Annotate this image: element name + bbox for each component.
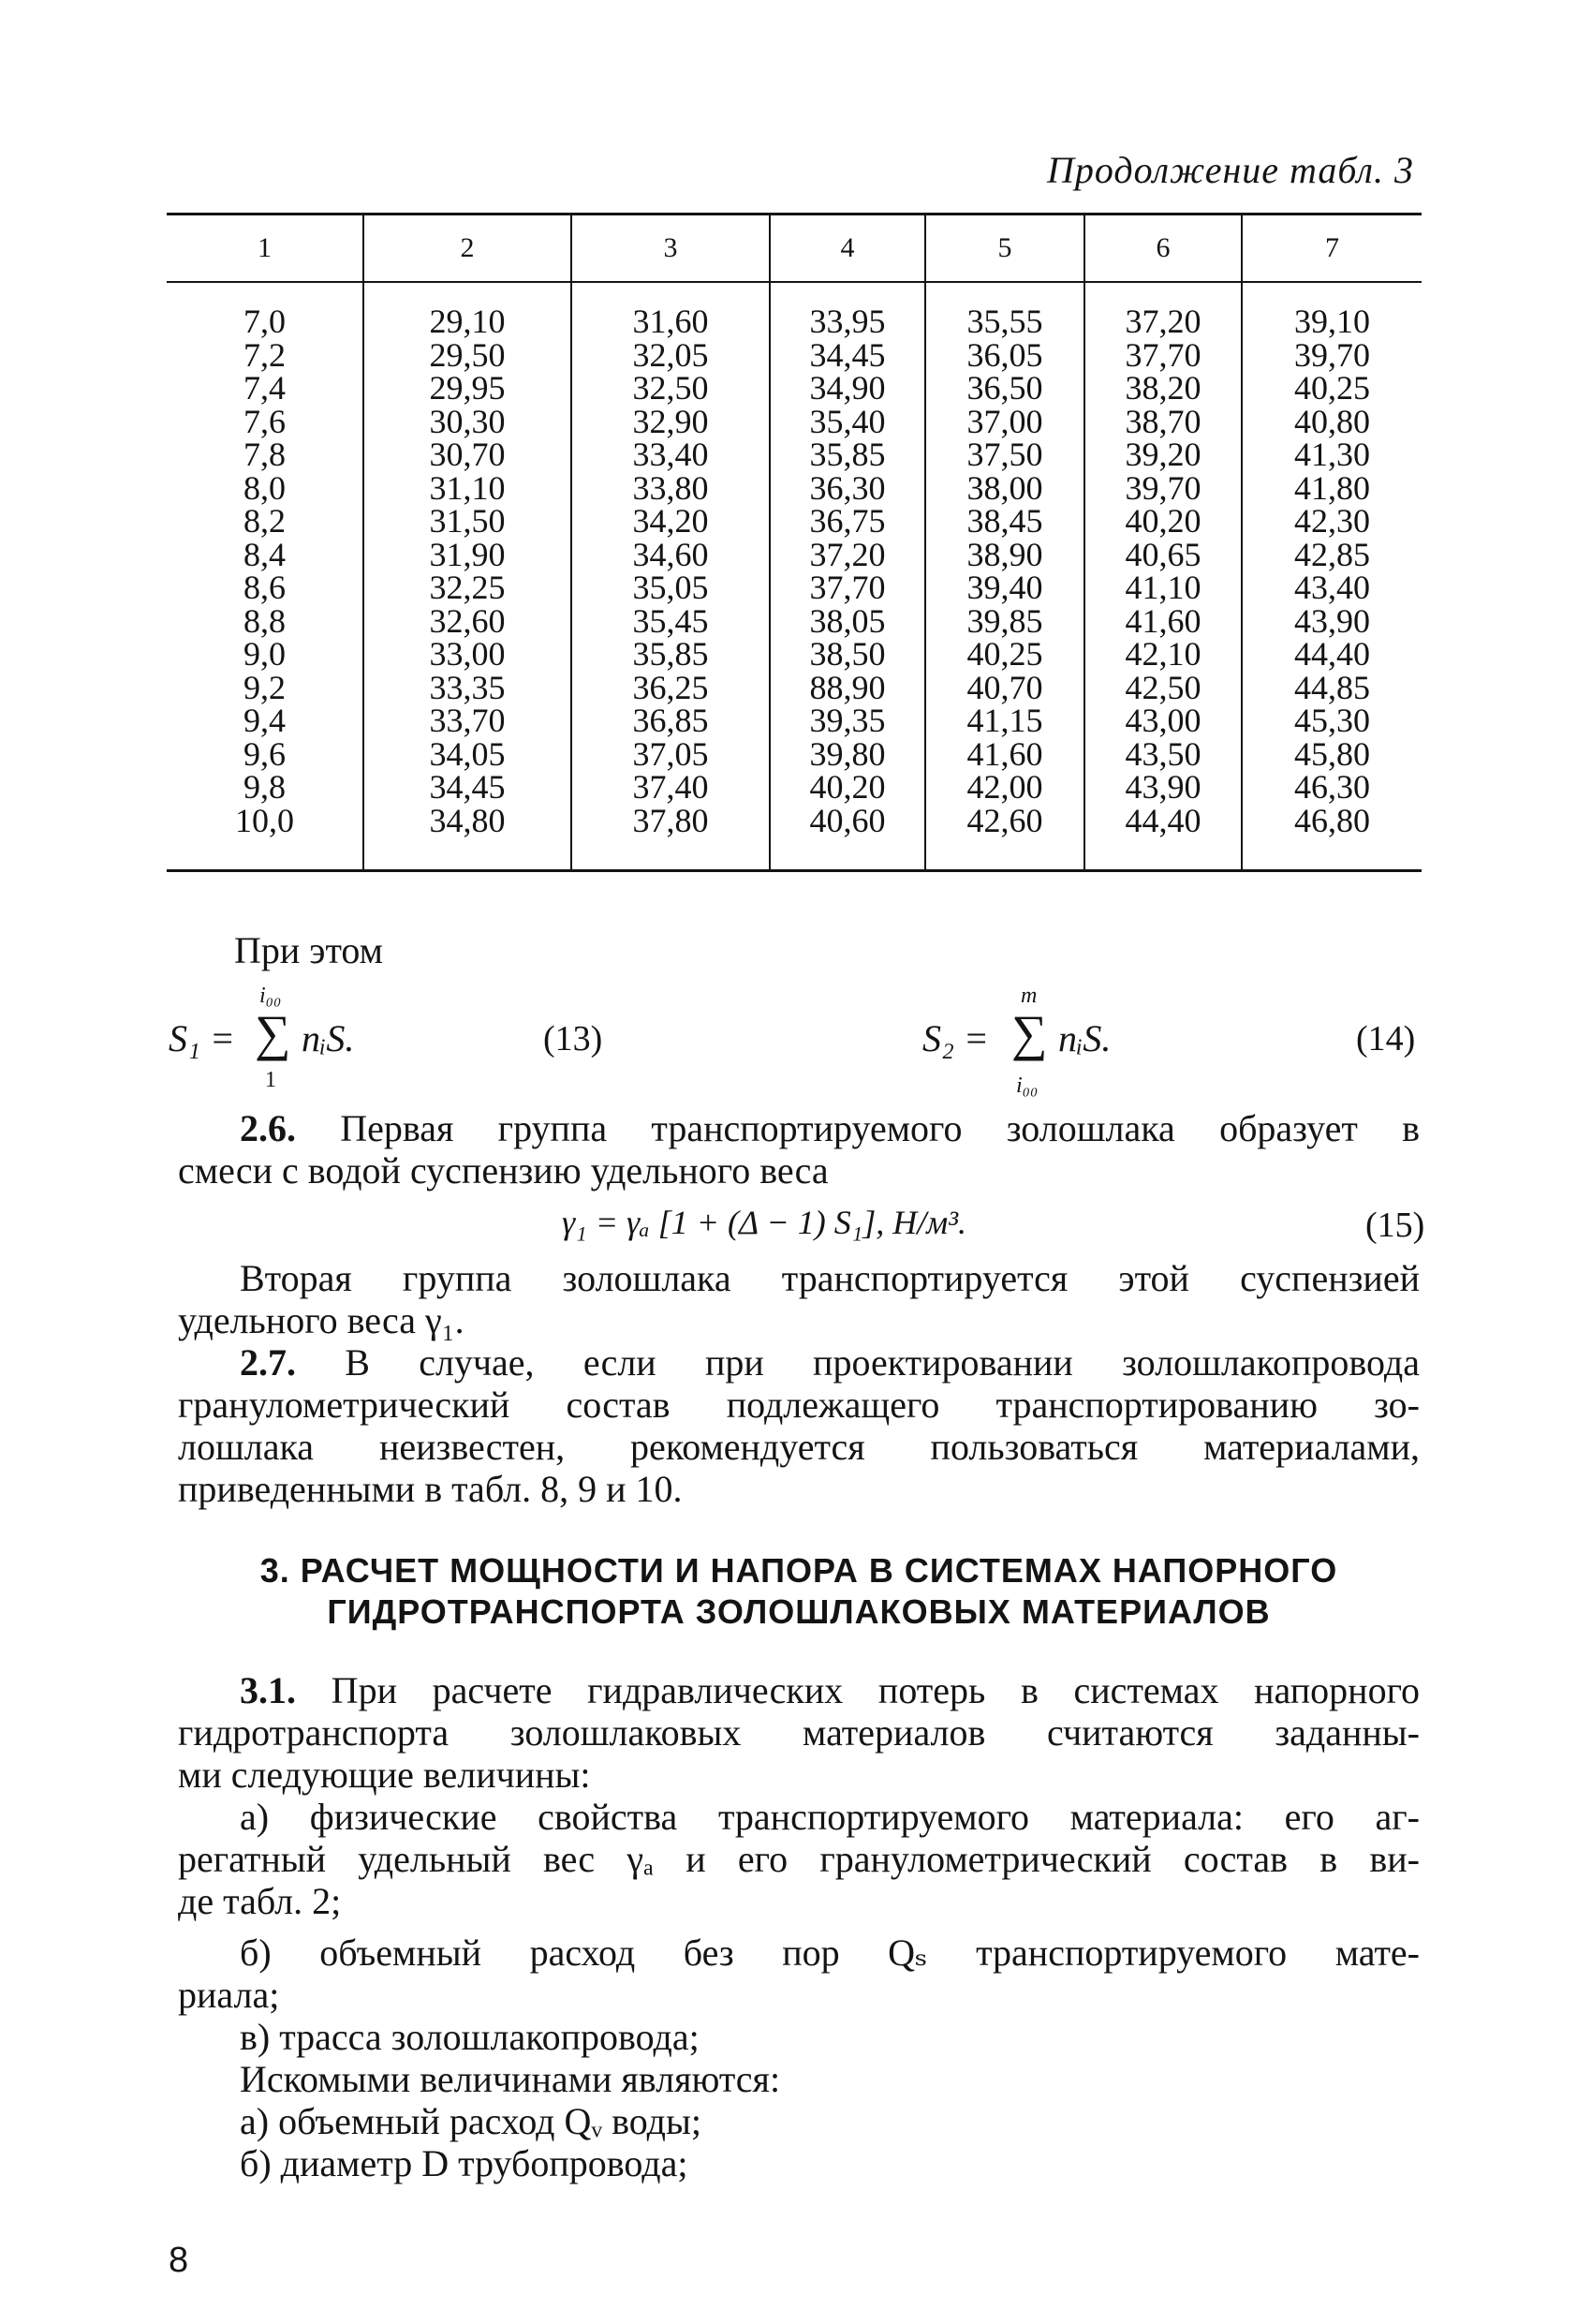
table-cell: 9,0 bbox=[243, 635, 286, 673]
sought-a: а) объемный расход Qᵥ воды; bbox=[240, 2100, 701, 2142]
table-column-6 bbox=[1084, 282, 1242, 871]
intro-text: При этом bbox=[234, 929, 383, 971]
formula-15-number: (15) bbox=[1365, 1206, 1425, 1245]
table-cell: 42,30 bbox=[1294, 502, 1370, 540]
column-header-3: 3 bbox=[571, 215, 770, 283]
table-cell: 39,70 bbox=[1294, 335, 1370, 374]
table-cell: 7,6 bbox=[243, 402, 286, 440]
table-cell: 44,85 bbox=[1294, 668, 1370, 706]
table-cell: 37,00 bbox=[966, 402, 1043, 440]
table-column-4 bbox=[770, 282, 925, 871]
table-cell: 34,20 bbox=[632, 502, 709, 540]
table-cell: 44,40 bbox=[1294, 635, 1370, 673]
table-cell: 41,60 bbox=[1125, 601, 1201, 640]
table-cell: 43,50 bbox=[1125, 734, 1201, 773]
table-cell: 40,70 bbox=[966, 668, 1043, 706]
table-cell: 41,80 bbox=[1294, 468, 1370, 507]
table-cell: 32,60 bbox=[429, 601, 506, 640]
page-number: 8 bbox=[169, 2241, 189, 2280]
item-a-line2: регатный удельный вес γₐ и его гранулометрический состав в ви- bbox=[178, 1838, 1420, 1880]
table-cell: 9,8 bbox=[243, 768, 286, 806]
table-cell: 32,50 bbox=[632, 369, 709, 407]
table-cell: 9,2 bbox=[243, 668, 286, 706]
column-header-6: 6 bbox=[1084, 215, 1242, 283]
formula-14-sum: ∑ bbox=[1011, 1005, 1048, 1061]
table-cell: 34,90 bbox=[809, 369, 886, 407]
column-header-7: 7 bbox=[1242, 215, 1422, 283]
formula-14-rhs: nᵢS. bbox=[1058, 1017, 1112, 1059]
item-b-line2: риала; bbox=[178, 1974, 280, 2016]
table-cell: 46,80 bbox=[1294, 801, 1370, 839]
formula-14-number: (14) bbox=[1356, 1019, 1416, 1058]
table-cell: 7,4 bbox=[243, 369, 286, 407]
table-cell: 36,05 bbox=[966, 335, 1043, 374]
formula-13-lhs: S₁ = bbox=[169, 1017, 235, 1059]
table-cell: 40,25 bbox=[1294, 369, 1370, 407]
item-a-line1: а) физические свойства транспортируемого материала: его аг- bbox=[240, 1796, 1420, 1838]
table-cell: 7,8 bbox=[243, 436, 286, 473]
table-cell: 40,65 bbox=[1125, 535, 1201, 573]
para-num: 2.6. bbox=[240, 1107, 296, 1149]
table-cell: 38,45 bbox=[966, 502, 1043, 540]
table-cell: 8,2 bbox=[243, 502, 286, 540]
table-cell: 35,85 bbox=[809, 436, 886, 473]
table-cell: 43,90 bbox=[1125, 768, 1201, 806]
paragraph-3-1-line3: ми следующие величины: bbox=[178, 1754, 591, 1796]
column-header-4: 4 bbox=[770, 215, 925, 283]
table-cell: 32,25 bbox=[429, 569, 506, 606]
table-cell: 36,75 bbox=[809, 502, 886, 540]
para-num: 2.7. bbox=[240, 1341, 296, 1384]
table-cell: 31,10 bbox=[429, 468, 506, 507]
para-text: При расчете гидравлических потерь в системах напорного bbox=[296, 1669, 1420, 1711]
table-cell: 9,6 bbox=[243, 734, 286, 773]
table-cell: 32,90 bbox=[632, 402, 709, 440]
table-cell: 8,8 bbox=[243, 601, 286, 640]
formula-13-upper: i₀₀ bbox=[259, 984, 282, 1008]
table-cell: 41,15 bbox=[966, 702, 1043, 739]
table-column-7 bbox=[1242, 282, 1422, 871]
paragraph-2-7 bbox=[178, 1341, 1420, 1384]
item-a-line3: де табл. 2; bbox=[178, 1880, 342, 1922]
table-cell: 36,30 bbox=[809, 468, 886, 507]
table-cell: 37,05 bbox=[632, 734, 709, 773]
table-cell: 38,50 bbox=[809, 635, 886, 673]
table-cell: 42,50 bbox=[1125, 668, 1201, 706]
table-cell: 39,85 bbox=[966, 601, 1043, 640]
table-cell: 41,60 bbox=[966, 734, 1043, 773]
table-cell: 30,30 bbox=[429, 402, 506, 440]
table-cell: 36,25 bbox=[632, 668, 709, 706]
table-cell: 43,40 bbox=[1294, 569, 1370, 606]
table-header-row bbox=[167, 215, 1422, 283]
paragraph-3-1 bbox=[178, 1669, 1420, 1711]
table-cell: 33,95 bbox=[809, 303, 886, 340]
table-cell: 33,80 bbox=[632, 468, 709, 507]
table-cell: 45,80 bbox=[1294, 734, 1370, 773]
column-header-5: 5 bbox=[925, 215, 1084, 283]
table-cell: 36,50 bbox=[966, 369, 1043, 407]
table-cell: 10,0 bbox=[235, 801, 294, 839]
table-cell: 45,30 bbox=[1294, 702, 1370, 739]
table-cell: 42,00 bbox=[966, 768, 1043, 806]
table-cell: 42,60 bbox=[966, 801, 1043, 839]
table-cell: 8,4 bbox=[243, 535, 286, 573]
para-text: Первая группа транспортируемого золошлака образует в bbox=[296, 1107, 1420, 1149]
para-num: 3.1. bbox=[240, 1669, 296, 1711]
table-cell: 7,2 bbox=[243, 335, 286, 374]
table-cell: 39,70 bbox=[1125, 468, 1201, 507]
table-cell: 34,45 bbox=[429, 768, 506, 806]
formula-14-upper: m bbox=[1021, 984, 1038, 1008]
table-cell: 34,45 bbox=[809, 335, 886, 374]
table-cell: 31,60 bbox=[632, 303, 709, 340]
table-cell: 41,30 bbox=[1294, 436, 1370, 473]
table-cell: 40,25 bbox=[966, 635, 1043, 673]
section-heading bbox=[178, 1550, 1420, 1633]
table-cell: 39,80 bbox=[809, 734, 886, 773]
paragraph-2-6 bbox=[178, 1107, 1420, 1149]
table-cell: 35,45 bbox=[632, 601, 709, 640]
table-cell: 37,70 bbox=[1125, 335, 1201, 374]
table-cell: 7,0 bbox=[243, 303, 286, 340]
section-heading-line2: ГИДРОТРАНСПОРТА ЗОЛОШЛАКОВЫХ МАТЕРИАЛОВ bbox=[327, 1592, 1271, 1631]
table-cell: 31,50 bbox=[429, 502, 506, 540]
table-cell: 41,10 bbox=[1125, 569, 1201, 606]
table-cell: 34,80 bbox=[429, 801, 506, 839]
column-header-1: 1 bbox=[167, 215, 363, 283]
paragraph-second-group: Вторая группа золошлака транспортируется этой суспензией bbox=[240, 1257, 1420, 1299]
table-cell: 29,10 bbox=[429, 303, 506, 340]
table-cell: 39,40 bbox=[966, 569, 1043, 606]
table-cell: 37,70 bbox=[809, 569, 886, 606]
table-cell: 40,20 bbox=[1125, 502, 1201, 540]
table-cell: 38,20 bbox=[1125, 369, 1201, 407]
table-body bbox=[167, 282, 1422, 871]
table-cell: 8,0 bbox=[243, 468, 286, 507]
table-cell: 35,40 bbox=[809, 402, 886, 440]
table-cell: 33,70 bbox=[429, 702, 506, 739]
para-text: В случае, если при проектировании золошлакопровода bbox=[296, 1341, 1420, 1384]
formula-13-lower: 1 bbox=[265, 1068, 276, 1092]
formula-13-number: (13) bbox=[543, 1019, 603, 1058]
table-cell: 39,35 bbox=[809, 702, 886, 739]
data-table bbox=[167, 213, 1422, 872]
table-column-3 bbox=[571, 282, 770, 871]
table-cell: 38,90 bbox=[966, 535, 1043, 573]
table-cell: 37,20 bbox=[809, 535, 886, 573]
item-b-line1: б) объемный расход без пор Qₛ транспортируемого мате- bbox=[240, 1932, 1420, 1974]
table-cell: 38,00 bbox=[966, 468, 1043, 507]
sought-intro: Искомыми величинами являются: bbox=[240, 2058, 781, 2100]
table-cell: 37,50 bbox=[966, 436, 1043, 473]
table-cell: 37,80 bbox=[632, 801, 709, 839]
table-column-2 bbox=[363, 282, 571, 871]
sought-b: б) диаметр D трубопровода; bbox=[240, 2142, 688, 2184]
table-cell: 40,80 bbox=[1294, 402, 1370, 440]
formula-14-lhs: S₂ = bbox=[922, 1017, 989, 1059]
table-cell: 44,40 bbox=[1125, 801, 1201, 839]
paragraph-2-7-line4: приведенными в табл. 8, 9 и 10. bbox=[178, 1468, 683, 1510]
table-cell: 36,85 bbox=[632, 702, 709, 739]
table-caption: Продолжение табл. 3 bbox=[1046, 149, 1414, 191]
table-cell: 33,00 bbox=[429, 635, 506, 673]
table-cell: 46,30 bbox=[1294, 768, 1370, 806]
table-cell: 8,6 bbox=[243, 569, 286, 606]
table-cell: 30,70 bbox=[429, 436, 506, 473]
table-cell: 40,20 bbox=[809, 768, 886, 806]
table-cell: 31,90 bbox=[429, 535, 506, 573]
paragraph-3-1-line2: гидротранспорта золошлаковых материалов считаются заданны- bbox=[178, 1711, 1420, 1754]
table-cell: 35,55 bbox=[966, 303, 1043, 340]
table-cell: 32,05 bbox=[632, 335, 709, 374]
table-column-5 bbox=[925, 282, 1084, 871]
table-column-1 bbox=[167, 282, 363, 871]
table-cell: 88,90 bbox=[809, 668, 886, 706]
table-cell: 38,05 bbox=[809, 601, 886, 640]
table-cell: 33,40 bbox=[632, 436, 709, 473]
table-cell: 38,70 bbox=[1125, 402, 1201, 440]
section-heading-line1: 3. РАСЧЕТ МОЩНОСТИ И НАПОРА В СИСТЕМАХ НАПОРНОГО bbox=[259, 1551, 1338, 1590]
paragraph-2-6-line2: смеси с водой суспензию удельного веса bbox=[178, 1149, 829, 1192]
table-cell: 9,4 bbox=[243, 702, 286, 739]
formula-15-body: γ₁ = γₐ [1 + (Δ − 1) S₁], Н/м³. bbox=[562, 1204, 967, 1241]
table-cell: 37,20 bbox=[1125, 303, 1201, 340]
table-cell: 42,85 bbox=[1294, 535, 1370, 573]
table-cell: 35,85 bbox=[632, 635, 709, 673]
table-row bbox=[167, 282, 1422, 871]
formula-14-lower: i₀₀ bbox=[1016, 1073, 1039, 1098]
formula-13-rhs: nᵢS. bbox=[302, 1017, 355, 1059]
paragraph-2-7-line2: гранулометрический состав подлежащего транспортированию зо- bbox=[178, 1384, 1420, 1426]
table-cell: 29,50 bbox=[429, 335, 506, 374]
table-cell: 35,05 bbox=[632, 569, 709, 606]
table-cell: 37,40 bbox=[632, 768, 709, 806]
paragraph-second-group-line2: удельного веса γ₁. bbox=[178, 1299, 464, 1341]
paragraph-2-7-line3: лошлака неизвестен, рекомендуется пользоваться материалами, bbox=[178, 1426, 1420, 1468]
table-cell: 43,90 bbox=[1294, 601, 1370, 640]
item-v: в) трасса золошлакопровода; bbox=[240, 2016, 700, 2058]
table-cell: 43,00 bbox=[1125, 702, 1201, 739]
table-cell: 34,05 bbox=[429, 734, 506, 773]
column-header-2: 2 bbox=[363, 215, 571, 283]
table-cell: 34,60 bbox=[632, 535, 709, 573]
table-cell: 39,20 bbox=[1125, 436, 1201, 473]
table-cell: 33,35 bbox=[429, 668, 506, 706]
table-cell: 29,95 bbox=[429, 369, 506, 407]
table-cell: 42,10 bbox=[1125, 635, 1201, 673]
formula-13-sum: ∑ bbox=[255, 1005, 291, 1061]
table-cell: 40,60 bbox=[809, 801, 886, 839]
table-cell: 39,10 bbox=[1294, 303, 1370, 340]
